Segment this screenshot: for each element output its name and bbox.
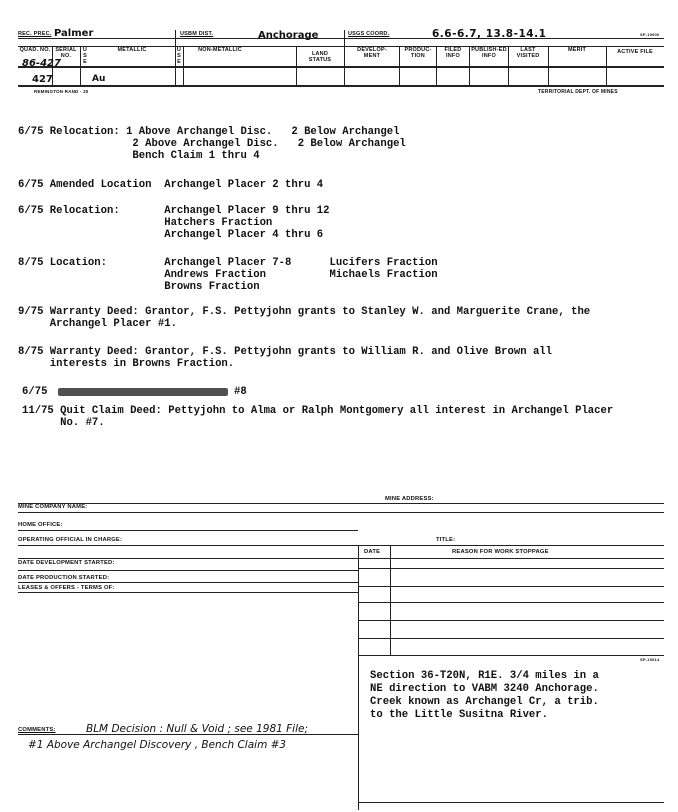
serial-value: 427: [32, 74, 53, 85]
form-number: SP-10000: [640, 32, 660, 37]
stoppage-reason-header: REASON FOR WORK STOPPAGE: [452, 549, 549, 555]
entry-relocation-2: 6/75 Relocation: Archangel Placer 9 thru 12 Hatchers Fraction Archangel Placer 4 thru 6: [18, 205, 330, 241]
entry-quit-claim: 11/75 Quit Claim Deed: Pettyjohn to Alma or Ralph Montgomery all interest in Archangel Placer No. #7.: [22, 405, 614, 429]
comments-line-2: #1 Above Archangel Discovery , Bench Claim #3: [28, 739, 287, 751]
entry-relocation-1: 6/75 Relocation: 1 Above Archangel Disc. 2 Below Archangel 2 Above Archangel Disc. 2 Below Archangel Bench Claim 1 thru 4: [18, 126, 406, 162]
entry-warranty-deed-crane: 9/75 Warranty Deed: Grantor, F.S. Pettyjohn grants to Stanley W. and Marguerite Crane, the Archangel Placer #1.: [18, 306, 591, 330]
col-land-status: LAND STATUS: [308, 51, 332, 63]
form-code: SP-10014: [640, 657, 660, 662]
col-serial: SERIAL NO.: [55, 47, 77, 59]
col-use-nonmetallic: U S E: [176, 47, 182, 65]
usbm-dist-label: USBM DIST.: [180, 31, 214, 37]
col-last-visited: LAST VISITED: [516, 47, 540, 59]
metallic-value: Au: [92, 74, 106, 84]
entry-warranty-deed-brown: 8/75 Warranty Deed: Grantor, F.S. Pettyjohn grants to William R. and Olive Brown all interests in Browns Fraction.: [18, 346, 553, 370]
redacted-text: [58, 388, 228, 396]
col-use-metallic: U S E: [82, 47, 88, 65]
col-active-file: ACTIVE FILE: [617, 49, 653, 55]
home-office-label: HOME OFFICE:: [18, 522, 63, 528]
col-published-info: PUBLISH-ED INFO: [471, 47, 507, 59]
date-development-started-label: DATE DEVELOPMENT STARTED:: [18, 560, 115, 566]
quad-value: 86-427: [22, 58, 61, 69]
title-label: TITLE:: [436, 537, 456, 543]
comments-label: COMMENTS:: [18, 727, 56, 733]
rec-prec-value: Palmer: [54, 28, 94, 39]
col-production: PRODUC-TION: [404, 47, 432, 59]
usbm-dist-value: Anchorage: [258, 30, 319, 41]
stoppage-date-header: DATE: [364, 549, 381, 555]
header-footer-right: TERRITORIAL DEPT. OF MINES: [538, 89, 618, 95]
col-metallic: METALLIC: [117, 47, 147, 53]
operating-official-label: OPERATING OFFICIAL IN CHARGE:: [18, 537, 123, 543]
leases-offers-label: LEASES & OFFERS - TERMS OF:: [18, 585, 115, 591]
entry-location: 8/75 Location: Archangel Placer 7-8 Lucifers Fraction Andrews Fraction Michaels Fraction Browns Fraction: [18, 257, 438, 293]
entry-redacted-tail: #8: [234, 386, 247, 398]
header-footer-left: REMINGTON RAND - 20: [34, 89, 89, 94]
usgs-coord-value: 6.6-6.7, 13.8-14.1: [432, 28, 547, 40]
comments-line-1: BLM Decision : Null & Void ; see 1981 File;: [86, 723, 309, 735]
col-development: DEVELOP-MENT: [357, 47, 387, 59]
entry-amended-location: 6/75 Amended Location Archangel Placer 2 thru 4: [18, 179, 324, 191]
col-nonmetallic: NON-METALLIC: [198, 47, 242, 53]
col-merit: MERIT: [567, 47, 587, 53]
mine-address-label: MINE ADDRESS:: [385, 496, 434, 502]
date-production-started-label: DATE PRODUCTION STARTED:: [18, 575, 110, 581]
location-note: Section 36-T20N, R1E. 3/4 miles in a NE direction to VABM 3240 Anchorage. Creek known as Archangel Cr, a trib. to the Little Susitna River.: [370, 670, 599, 721]
entry-redacted-date: 6/75: [22, 386, 48, 398]
rec-prec-label: REC. PREC.: [18, 31, 52, 37]
col-quad: QUAD. NO.: [19, 47, 51, 53]
col-filed-info: FILED INFO: [444, 47, 462, 59]
usgs-coord-label: USGS COORD.: [348, 31, 390, 37]
mine-company-name-label: MINE COMPANY NAME:: [18, 504, 88, 510]
